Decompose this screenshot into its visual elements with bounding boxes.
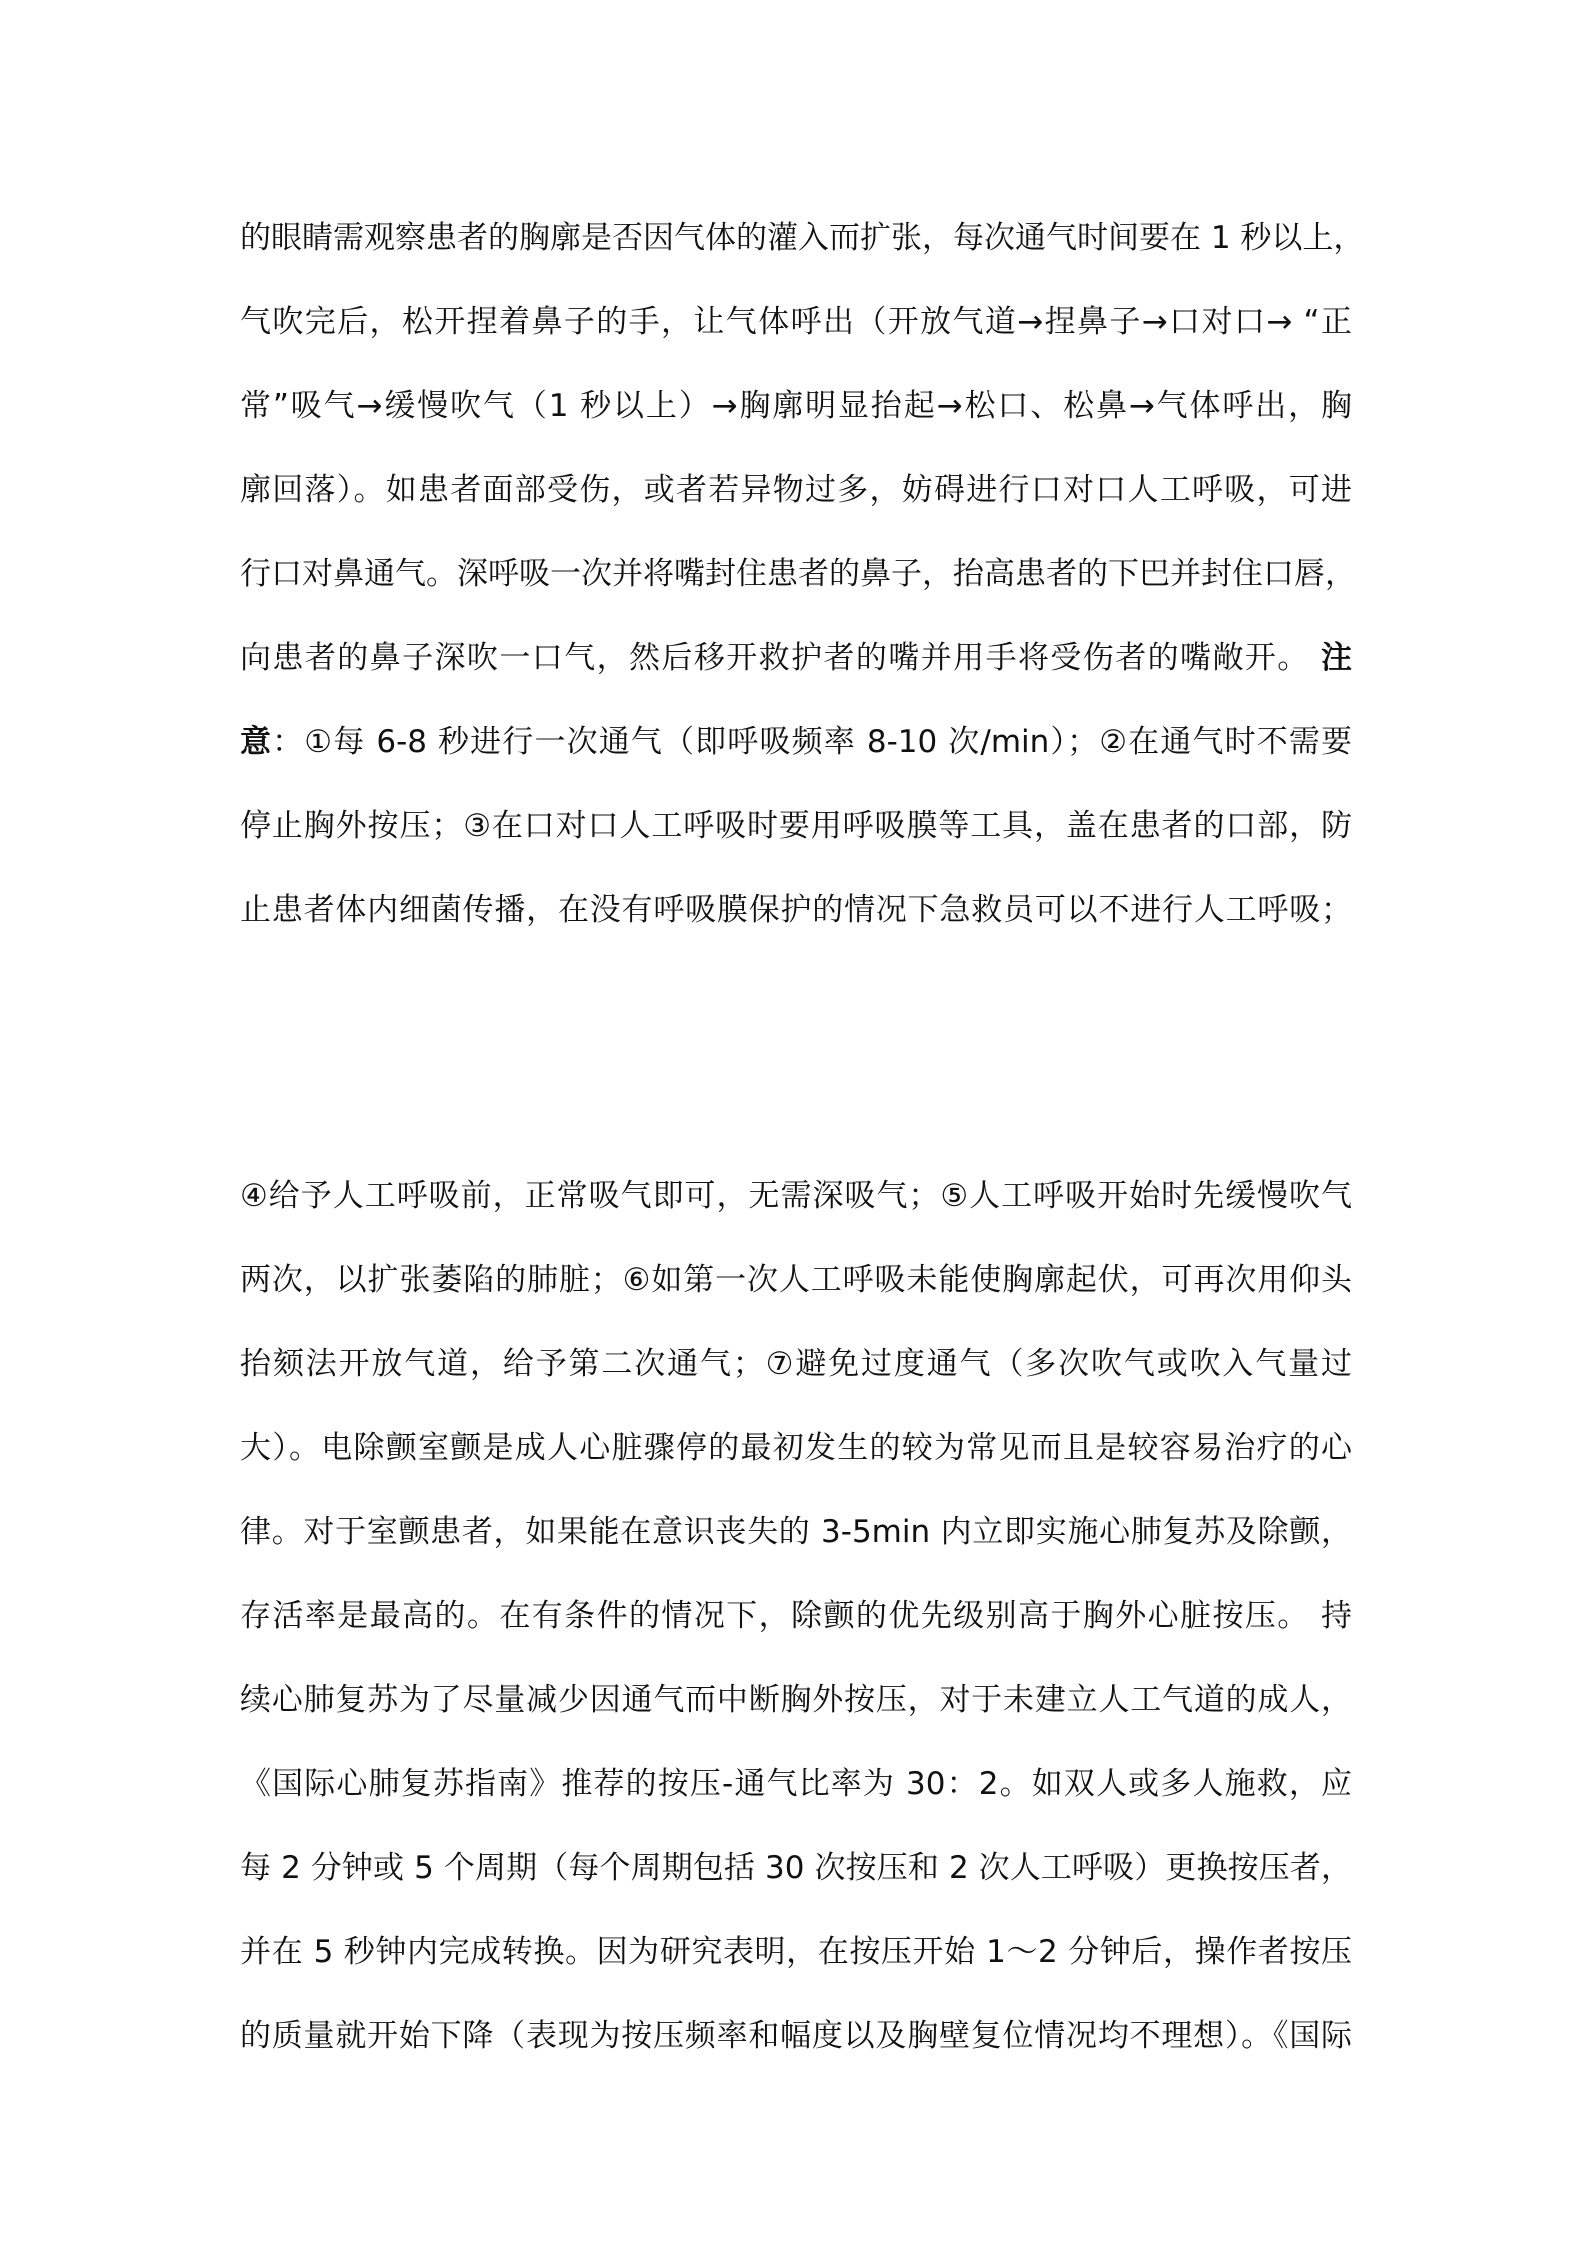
text-line: 止患者体内细菌传播，在没有呼吸膜保护的情况下急救员可以不进行人工呼吸；	[240, 892, 1352, 928]
text-line: 续心肺复苏为了尽量减少因通气而中断胸外按压，对于未建立人工气道的成人，	[240, 1682, 1352, 1718]
note-heading-part: 注	[1321, 640, 1353, 676]
text-segment: 向患者的鼻子深吹一口气，然后移开救护者的嘴并用手将受伤者的嘴敞开。	[240, 640, 1310, 676]
text-segment: ：①每 6-8 秒进行一次通气（即呼吸频率 8-10 次/min）；②在通气时不需要	[272, 724, 1353, 760]
text-line: 每 2 分钟或 5 个周期（每个周期包括 30 次按压和 2 次人工呼吸）更换按压者，	[240, 1850, 1352, 1886]
text-line: 廓回落）。如患者面部受伤，或者若异物过多，妨碍进行口对口人工呼吸，可进	[240, 472, 1352, 508]
text-line: 并在 5 秒钟内完成转换。因为研究表明，在按压开始 1～2 分钟后，操作者按压	[240, 1934, 1352, 1970]
note-heading-part: 意	[240, 724, 273, 760]
text-line: ④给予人工呼吸前，正常吸气即可，无需深吸气；⑤人工呼吸开始时先缓慢吹气	[240, 1178, 1352, 1214]
text-line: 两次，以扩张萎陷的肺脏；⑥如第一次人工呼吸未能使胸廓起伏，可再次用仰头	[240, 1262, 1352, 1298]
text-line: 常”吸气→缓慢吹气（1 秒以上）→胸廓明显抬起→松口、松鼻→气体呼出，胸	[240, 388, 1352, 424]
text-line: 的眼睛需观察患者的胸廓是否因气体的灌入而扩张，每次通气时间要在 1 秒以上，	[240, 220, 1365, 256]
text-line: 行口对鼻通气。深呼吸一次并将嘴封住患者的鼻子，抬高患者的下巴并封住口唇，	[240, 556, 1356, 592]
text-line: 抬颏法开放气道，给予第二次通气；⑦避免过度通气（多次吹气或吹入气量过	[240, 1346, 1352, 1382]
text-line: 律。对于室颤患者，如果能在意识丧失的 3-5min 内立即实施心肺复苏及除颤，	[240, 1514, 1352, 1550]
text-line: 的质量就开始下降（表现为按压频率和幅度以及胸壁复位情况均不理想）。《国际	[240, 2018, 1352, 2054]
paragraph-rescue-breathing	[240, 196, 1365, 952]
text-line: 停止胸外按压；③在口对口人工呼吸时要用呼吸膜等工具，盖在患者的口部，防	[240, 808, 1352, 844]
text-line	[240, 700, 1352, 784]
text-line: 气吹完后，松开捏着鼻子的手，让气体呼出（开放气道→捏鼻子→口对口→ “正	[240, 304, 1352, 340]
text-line: 《国际心肺复苏指南》推荐的按压-通气比率为 30：2。如双人或多人施救，应	[240, 1766, 1352, 1802]
text-line: 大）。电除颤室颤是成人心脏骤停的最初发生的较为常见而且是较容易治疗的心	[240, 1430, 1352, 1466]
paragraph-defibrillation-cpr	[240, 1154, 1352, 2078]
text-line: 存活率是最高的。在有条件的情况下，除颤的优先级别高于胸外心脏按压。 持	[240, 1598, 1352, 1634]
text-line	[240, 616, 1352, 700]
